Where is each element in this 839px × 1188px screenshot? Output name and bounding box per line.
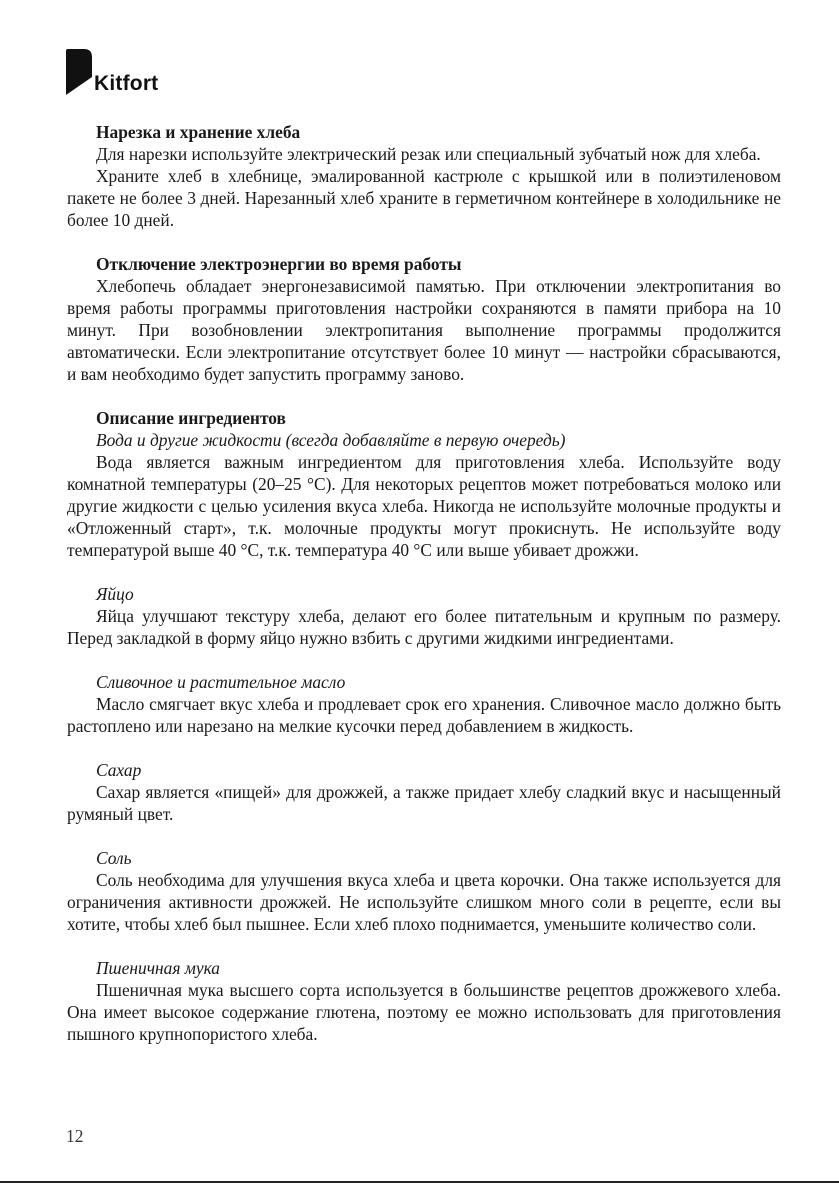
section-title: Описание ингредиентов [96, 408, 286, 428]
ingredient-butter [67, 671, 781, 737]
ingredient-text: Масло смягчает вкус хлеба и продлевает срок его хранения. Сливочное масло должно быть растоплено или нарезано на мелкие кусочки перед добавлением в жидкость. [67, 694, 781, 736]
kitfort-logo-icon [66, 49, 92, 95]
brand-logo [66, 49, 158, 95]
ingredient-text: Вода является важным ингредиентом для приготовления хлеба. Используйте воду комнатной температуры (20–25 °С). Для некоторых рецептов может потребоваться молоко или другие жидкости с целью усиления вкуса хлеба. Никогда не используйте молочные продукты и «Отложенный старт», т.к. молочные продукты могут прокиснуть. Не используйте воду температурой выше 40 °С, т.к. температура 40 °С или выше убивает дрожжи. [67, 452, 781, 560]
page-number: 12 [66, 1126, 84, 1146]
paragraph: Храните хлеб в хлебнице, эмалированной кастрюле с крышкой или в полиэтиленовом пакете не более 3 дней. Нарезанный хлеб храните в герметичном контейнере в холодильнике не более 10 дней. [67, 166, 781, 230]
ingredient-sugar [67, 759, 781, 825]
ingredient-text: Яйца улучшают текстуру хлеба, делают его более питательным и крупным по размеру. Перед закладкой в форму яйцо нужно взбить с другими жидкими ингредиентами. [67, 606, 781, 648]
section-power-outage [67, 253, 781, 385]
ingredient-subtitle: Вода и другие жидкости (всегда добавляйте в первую очередь) [96, 430, 566, 450]
page-content [67, 121, 781, 1045]
ingredient-flour [67, 957, 781, 1045]
section-ingredients [67, 407, 781, 1045]
section-title: Нарезка и хранение хлеба [96, 122, 301, 142]
ingredient-subtitle: Сахар [96, 760, 142, 780]
ingredient-text: Соль необходима для улучшения вкуса хлеба и цвета корочки. Она также используется для ограничения активности дрожжей. Не используйте слишком много соли в рецепте, если вы хотите, чтобы хлеб был пышнее. Если хлеб плохо поднимается, уменьшите количество соли. [67, 870, 781, 934]
ingredient-text: Пшеничная мука высшего сорта используется в большинстве рецептов дрожжевого хлеба. Она имеет высокое содержание глютена, поэтому ее можно использовать для приготовления пышного крупнопористого хлеба. [67, 980, 781, 1044]
ingredient-subtitle: Пшеничная мука [96, 958, 220, 978]
ingredient-text: Сахар является «пищей» для дрожжей, а также придает хлебу сладкий вкус и насыщенный румяный цвет. [67, 782, 781, 824]
ingredient-egg [67, 583, 781, 649]
section-title: Отключение электроэнергии во время работы [96, 254, 462, 274]
bottom-divider [0, 1181, 839, 1183]
ingredient-subtitle: Сливочное и растительное масло [96, 672, 346, 692]
ingredient-subtitle: Яйцо [96, 584, 134, 604]
paragraph: Хлебопечь обладает энергонезависимой памятью. При отключении электропитания во время работы программы приготовления настройки сохраняются в памяти прибора на 10 минут. При возобновлении электропитания выполнение программы продолжится автоматически. Если электропитание отсутствует более 10 минут — настройки сбрасываются, и вам необходимо будет запустить программу заново. [67, 276, 781, 384]
ingredient-subtitle: Соль [96, 848, 132, 868]
section-bread-storage [67, 121, 781, 231]
ingredient-salt [67, 847, 781, 935]
logo-wordmark: Kitfort [94, 72, 159, 95]
paragraph: Для нарезки используйте электрический резак или специальный зубчатый нож для хлеба. [96, 144, 761, 164]
ingredient-water [67, 429, 781, 561]
